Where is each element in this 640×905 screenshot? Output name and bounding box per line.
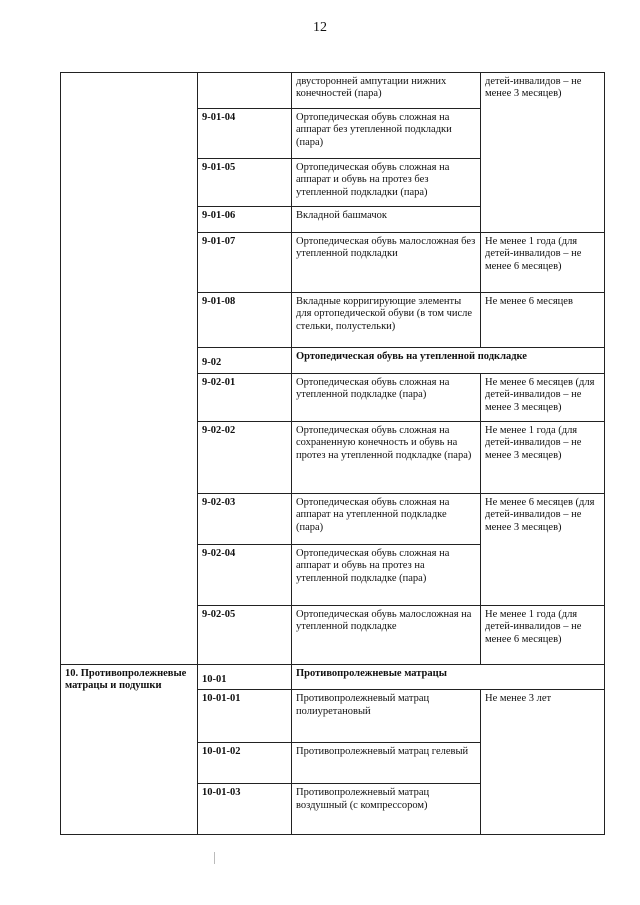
item-name: Вкладной башмачок (292, 207, 481, 233)
item-name: Ортопедическая обувь сложная на аппарат на утепленной подкладке (пара) (292, 494, 481, 545)
page-number: 12 (313, 20, 327, 35)
item-code: 9-01-08 (198, 293, 292, 348)
item-name: Ортопедическая обувь малосложная на утепленной подкладке (292, 606, 481, 665)
rehabilitation-means-table (60, 72, 605, 835)
item-name: Противопролежневый матрац полиуретановый (292, 690, 481, 743)
item-code: 9-01-04 (198, 109, 292, 159)
group-code: 9-02 (198, 348, 292, 374)
item-name: Ортопедическая обувь сложная на аппарат и обувь на протез на утепленной подкладке (пара) (292, 545, 481, 606)
usage-term: Не менее 6 месяцев (481, 293, 605, 348)
category-title: 10. Противопролежневые матрацы и подушки (61, 665, 198, 835)
scan-artifact-mark (214, 852, 215, 864)
item-name: Противопролежневый матрац гелевый (292, 743, 481, 784)
usage-term: Не менее 1 года (для детей-инвалидов – не менее 3 месяцев) (481, 422, 605, 494)
item-name: Ортопедическая обувь сложная на утепленной подкладке (пара) (292, 374, 481, 422)
item-code: 10-01-03 (198, 784, 292, 835)
item-code: 10-01-01 (198, 690, 292, 743)
group-row (61, 665, 605, 690)
item-code: 9-01-05 (198, 159, 292, 207)
item-code: 9-01-06 (198, 207, 292, 233)
usage-term: Не менее 1 года (для детей-инвалидов – не менее 6 месяцев) (481, 233, 605, 293)
item-name: двусторонней ампутации нижних конечностей (пара) (292, 73, 481, 109)
item-code: 9-02-05 (198, 606, 292, 665)
category-cell-empty (61, 73, 198, 665)
item-name: Вкладные корригирующие элементы для ортопедической обуви (в том числе стельки, полустельки) (292, 293, 481, 348)
item-code: 9-02-01 (198, 374, 292, 422)
group-title: Ортопедическая обувь на утепленной подкладке (292, 348, 605, 374)
item-code: 9-02-02 (198, 422, 292, 494)
usage-term: детей-инвалидов – не менее 3 месяцев) (481, 73, 605, 233)
usage-term: Не менее 1 года (для детей-инвалидов – не менее 6 месяцев) (481, 606, 605, 665)
item-code: 9-01-07 (198, 233, 292, 293)
item-name: Ортопедическая обувь сложная на аппарат без утепленной подкладки (пара) (292, 109, 481, 159)
usage-term: Не менее 6 месяцев (для детей-инвалидов – не менее 3 месяцев) (481, 494, 605, 606)
item-code: 10-01-02 (198, 743, 292, 784)
item-code: 9-02-04 (198, 545, 292, 606)
item-name: Ортопедическая обувь сложная на аппарат и обувь на протез без утепленной подкладки (пара) (292, 159, 481, 207)
item-code: 9-02-03 (198, 494, 292, 545)
group-title: Противопролежневые матрацы (292, 665, 605, 690)
item-name: Ортопедическая обувь малосложная без утепленной подкладки (292, 233, 481, 293)
item-code (198, 73, 292, 109)
group-code: 10-01 (198, 665, 292, 690)
usage-term: Не менее 6 месяцев (для детей-инвалидов – не менее 3 месяцев) (481, 374, 605, 422)
item-name: Противопролежневый матрац воздушный (с компрессором) (292, 784, 481, 835)
usage-term: Не менее 3 лет (481, 690, 605, 835)
item-name: Ортопедическая обувь сложная на сохраненную конечность и обувь на протез на утепленной подкладке (пара) (292, 422, 481, 494)
table-row (61, 73, 605, 109)
